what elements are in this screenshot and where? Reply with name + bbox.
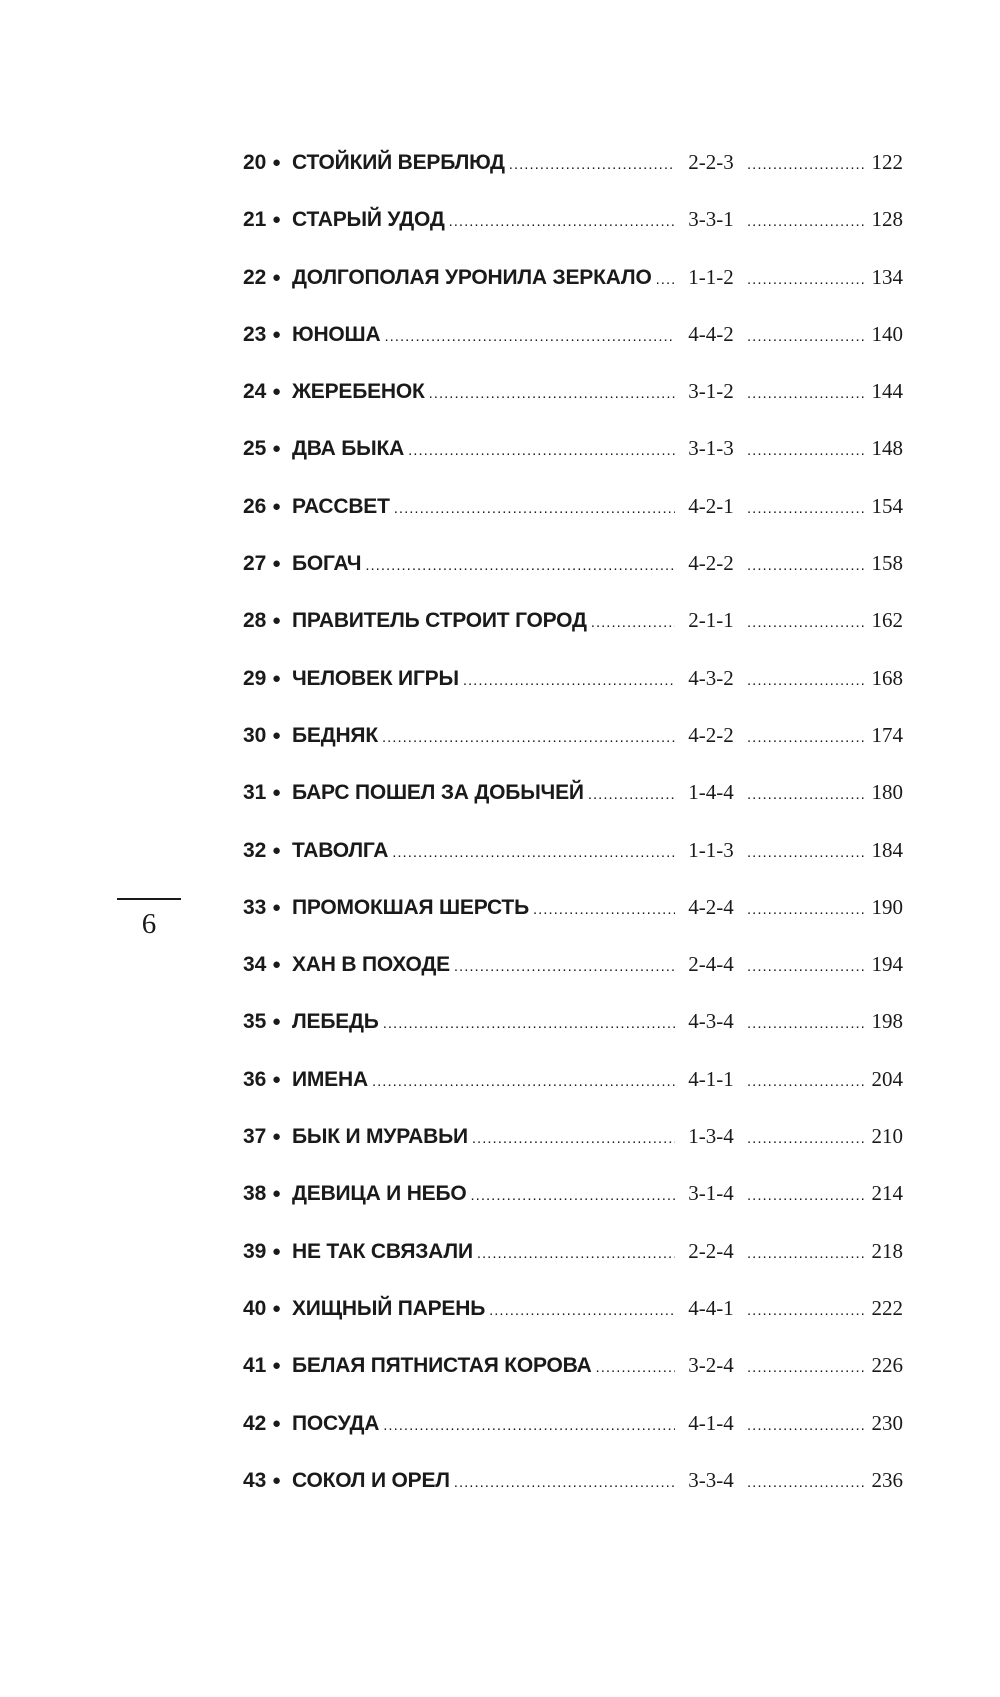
dot-leader	[747, 1245, 865, 1262]
toc-entry	[243, 379, 903, 436]
dot-leader	[747, 1130, 865, 1147]
entry-code: 4-3-4	[688, 1009, 734, 1034]
dot-leader	[747, 500, 865, 517]
bullet-icon: ●	[272, 612, 282, 630]
entry-page: 122	[871, 150, 903, 174]
entry-title: ЧЕЛОВЕК ИГРЫ	[292, 666, 459, 690]
entry-page: 210	[871, 1124, 903, 1149]
entry-number: 33	[243, 895, 267, 919]
dot-leader	[533, 901, 675, 918]
entry-page: 230	[871, 1410, 903, 1435]
page-number: 6	[141, 908, 157, 940]
entry-page: 184	[871, 837, 903, 862]
dot-leader	[454, 1474, 675, 1491]
entry-page: 218	[871, 1238, 903, 1263]
entry-number: 20	[243, 151, 267, 174]
entry-title: СОКОЛ И ОРЕЛ	[292, 1468, 450, 1492]
entry-page: 158	[871, 551, 903, 576]
dot-leader	[747, 1073, 865, 1090]
dot-leader	[747, 442, 865, 459]
toc-entry	[243, 551, 903, 608]
entry-code: 4-2-2	[688, 722, 734, 747]
bullet-icon: ●	[272, 383, 282, 401]
bullet-icon: ●	[272, 555, 282, 573]
bullet-icon: ●	[272, 1242, 282, 1260]
entry-title: ЖЕРЕБЕНОК	[292, 380, 425, 404]
entry-code: 4-1-4	[688, 1410, 734, 1435]
dot-leader	[747, 271, 865, 288]
dot-leader	[489, 1302, 675, 1319]
toc-entry	[243, 1067, 903, 1124]
entry-number: 22	[243, 265, 267, 289]
toc-entry	[243, 1239, 903, 1296]
entry-page: 162	[871, 608, 903, 633]
dot-leader	[463, 672, 675, 689]
entry-number: 38	[243, 1182, 267, 1206]
entry-number: 26	[243, 494, 267, 518]
toc-entry	[243, 952, 903, 1009]
bullet-icon: ●	[272, 497, 282, 515]
entry-number: 30	[243, 723, 267, 747]
entry-title: ТАВОЛГА	[292, 838, 389, 862]
entry-page: 148	[871, 436, 903, 461]
bullet-icon: ●	[272, 1357, 282, 1375]
dot-leader	[747, 328, 865, 345]
toc-entry	[243, 1411, 903, 1468]
entry-code: 1-1-3	[688, 837, 734, 862]
entry-page: 226	[871, 1353, 903, 1378]
toc-entry	[243, 666, 903, 723]
dot-leader	[591, 614, 675, 631]
entry-number: 23	[243, 322, 267, 346]
entry-number: 36	[243, 1067, 267, 1091]
entry-number: 32	[243, 838, 267, 862]
entry-title: БЫК И МУРАВЬИ	[292, 1125, 468, 1149]
entry-number: 28	[243, 609, 267, 633]
bullet-icon: ●	[272, 1299, 282, 1317]
dot-leader	[747, 729, 865, 746]
dot-leader	[747, 1302, 865, 1319]
entry-page: 168	[871, 665, 903, 690]
dot-leader	[747, 385, 865, 402]
dot-leader	[471, 1187, 676, 1204]
dot-leader	[747, 213, 865, 230]
toc-entry	[243, 1124, 903, 1181]
entry-number: 24	[243, 380, 267, 404]
toc-entry	[243, 723, 903, 780]
folio-rule	[117, 898, 181, 900]
entry-code: 3-1-2	[688, 379, 734, 404]
toc-entry	[243, 494, 903, 551]
entry-code: 3-2-4	[688, 1353, 734, 1378]
entry-page: 174	[871, 722, 903, 747]
dot-leader	[747, 557, 865, 574]
bullet-icon: ●	[272, 898, 282, 916]
dot-leader	[372, 1073, 675, 1090]
entry-title: ПРОМОКШАЯ ШЕРСТЬ	[292, 895, 529, 919]
entry-page: 144	[871, 379, 903, 404]
dot-leader	[509, 156, 675, 173]
dot-leader	[588, 786, 675, 803]
dot-leader	[392, 844, 675, 861]
dot-leader	[747, 786, 865, 803]
toc-entry	[243, 1009, 903, 1066]
dot-leader	[454, 958, 675, 975]
entry-code: 4-1-1	[688, 1066, 734, 1091]
toc-entry	[243, 1296, 903, 1353]
dot-leader	[747, 156, 865, 173]
entry-page: 190	[871, 894, 903, 919]
entry-code: 1-1-2	[688, 264, 734, 289]
bullet-icon: ●	[272, 211, 282, 229]
toc-entry	[243, 436, 903, 493]
dot-leader	[747, 1015, 865, 1032]
bullet-icon: ●	[272, 440, 282, 458]
entry-code: 2-2-3	[688, 150, 734, 174]
dot-leader	[449, 213, 675, 230]
entry-number: 41	[243, 1354, 267, 1378]
entry-code: 3-1-4	[688, 1181, 734, 1206]
dot-leader	[429, 385, 675, 402]
bullet-icon: ●	[272, 841, 282, 859]
entry-number: 21	[243, 208, 267, 232]
entry-code: 3-3-1	[688, 207, 734, 232]
bullet-icon: ●	[272, 325, 282, 343]
bullet-icon: ●	[272, 1013, 282, 1031]
toc-entry	[243, 322, 903, 379]
dot-leader	[472, 1130, 675, 1147]
dot-leader	[747, 614, 865, 631]
toc-entry	[243, 838, 903, 895]
bullet-icon: ●	[272, 669, 282, 687]
entry-page: 214	[871, 1181, 903, 1206]
entry-number: 42	[243, 1411, 267, 1435]
entry-page: 128	[871, 207, 903, 232]
entry-title: БЕДНЯК	[292, 723, 378, 747]
entry-title: ЮНОША	[292, 322, 381, 346]
dot-leader	[656, 271, 675, 288]
entry-code: 2-2-4	[688, 1238, 734, 1263]
entry-code: 3-3-4	[688, 1467, 734, 1492]
entry-code: 4-4-2	[688, 321, 734, 346]
toc-entry	[243, 1353, 903, 1410]
dot-leader	[747, 958, 865, 975]
dot-leader	[747, 1187, 865, 1204]
dot-leader	[747, 1359, 865, 1376]
entry-code: 1-3-4	[688, 1124, 734, 1149]
table-of-contents	[243, 150, 903, 1525]
entry-page: 194	[871, 952, 903, 977]
toc-entry	[243, 265, 903, 322]
entry-code: 3-1-3	[688, 436, 734, 461]
entry-number: 39	[243, 1239, 267, 1263]
entry-number: 29	[243, 666, 267, 690]
entry-title: ПРАВИТЕЛЬ СТРОИТ ГОРОД	[292, 609, 587, 633]
bullet-icon: ●	[272, 268, 282, 286]
entry-code: 1-4-4	[688, 780, 734, 805]
entry-code: 2-4-4	[688, 952, 734, 977]
entry-title: ДОЛГОПОЛАЯ УРОНИЛА ЗЕРКАЛО	[292, 265, 652, 289]
entry-page: 180	[871, 780, 903, 805]
entry-title: ЛЕБЕДЬ	[292, 1010, 379, 1034]
entry-code: 4-2-1	[688, 493, 734, 518]
bullet-icon: ●	[272, 784, 282, 802]
toc-entry	[243, 1468, 903, 1525]
dot-leader	[747, 1417, 865, 1434]
entry-title: СТОЙКИЙ ВЕРБЛЮД	[292, 151, 505, 174]
entry-title: СТАРЫЙ УДОД	[292, 208, 445, 232]
entry-title: ПОСУДА	[292, 1411, 380, 1435]
entry-number: 25	[243, 437, 267, 461]
entry-page: 140	[871, 321, 903, 346]
dot-leader	[477, 1245, 675, 1262]
bullet-icon: ●	[272, 1414, 282, 1432]
entry-page: 154	[871, 493, 903, 518]
entry-code: 2-1-1	[688, 608, 734, 633]
toc-entry	[243, 1181, 903, 1238]
entry-title: НЕ ТАК СВЯЗАЛИ	[292, 1239, 473, 1263]
entry-title: РАССВЕТ	[292, 494, 390, 518]
entry-number: 40	[243, 1296, 267, 1320]
bullet-icon: ●	[272, 154, 282, 171]
entry-code: 4-2-2	[688, 551, 734, 576]
entry-number: 43	[243, 1468, 267, 1492]
entry-title: ДЕВИЦА И НЕБО	[292, 1182, 467, 1206]
folio	[117, 898, 181, 939]
dot-leader	[394, 500, 675, 517]
toc-entry	[243, 780, 903, 837]
dot-leader	[383, 1015, 675, 1032]
bullet-icon: ●	[272, 1471, 282, 1489]
entry-page: 198	[871, 1009, 903, 1034]
toc-entry	[243, 608, 903, 665]
entry-code: 4-4-1	[688, 1295, 734, 1320]
dot-leader	[408, 442, 675, 459]
dot-leader	[382, 729, 675, 746]
entry-number: 27	[243, 552, 267, 576]
entry-code: 4-3-2	[688, 665, 734, 690]
entry-title: ХАН В ПОХОДЕ	[292, 953, 450, 977]
entry-title: ИМЕНА	[292, 1067, 368, 1091]
entry-page: 222	[871, 1295, 903, 1320]
entry-page: 236	[871, 1467, 903, 1492]
entry-number: 35	[243, 1010, 267, 1034]
dot-leader	[747, 672, 865, 689]
entry-title: ДВА БЫКА	[292, 437, 405, 461]
bullet-icon: ●	[272, 726, 282, 744]
dot-leader	[747, 901, 865, 918]
bullet-icon: ●	[272, 1185, 282, 1203]
entry-title: БАРС ПОШЕЛ ЗА ДОБЫЧЕЙ	[292, 781, 584, 805]
dot-leader	[747, 844, 865, 861]
entry-title: ХИЩНЫЙ ПАРЕНЬ	[292, 1296, 486, 1320]
entry-page: 204	[871, 1066, 903, 1091]
entry-title: БЕЛАЯ ПЯТНИСТАЯ КОРОВА	[292, 1354, 592, 1378]
dot-leader	[383, 1417, 675, 1434]
toc-entry	[243, 150, 903, 207]
dot-leader	[365, 557, 675, 574]
bullet-icon: ●	[272, 956, 282, 974]
dot-leader	[747, 1474, 865, 1491]
bullet-icon: ●	[272, 1128, 282, 1146]
entry-number: 34	[243, 953, 267, 977]
toc-entry	[243, 207, 903, 264]
entry-page: 134	[871, 264, 903, 289]
dot-leader	[384, 328, 675, 345]
toc-entry	[243, 895, 903, 952]
bullet-icon: ●	[272, 1070, 282, 1088]
dot-leader	[596, 1359, 675, 1376]
entry-number: 37	[243, 1125, 267, 1149]
entry-title: БОГАЧ	[292, 552, 362, 576]
entry-code: 4-2-4	[688, 894, 734, 919]
entry-number: 31	[243, 781, 267, 805]
